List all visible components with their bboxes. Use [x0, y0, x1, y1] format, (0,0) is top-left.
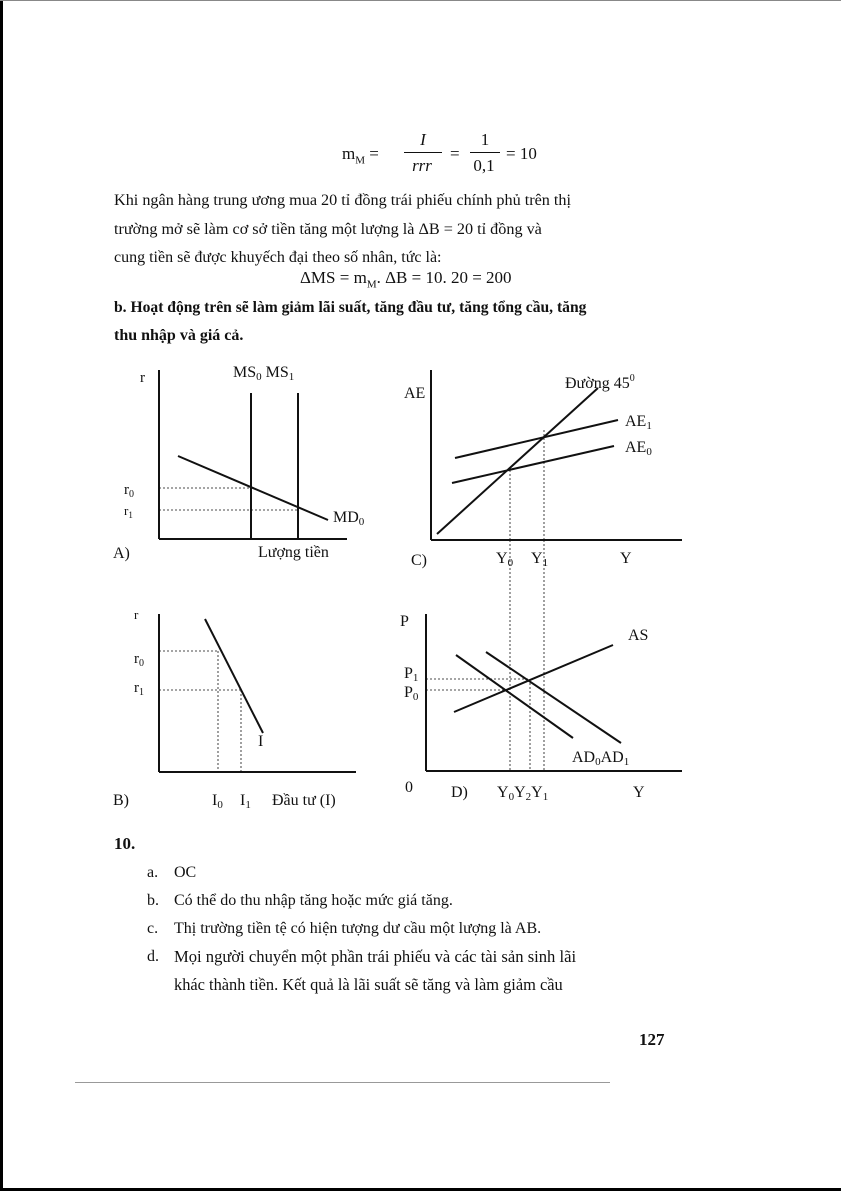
formula1-lhs: m — [342, 144, 356, 163]
graph-d-as-label: AS — [628, 627, 649, 644]
svg-text:r1 — [124, 503, 133, 520]
graph-d-ad0: AD — [572, 749, 596, 766]
graph-b-investment-curve — [205, 619, 263, 733]
graph-a-ms1-label: MS — [265, 364, 289, 381]
graph-d-origin: 0 — [405, 779, 413, 796]
graph-d-y0: Y — [497, 784, 509, 801]
graph-a-md-label: MD — [333, 509, 359, 526]
graph-c-ae0-label: AE — [625, 439, 647, 456]
para1-line2: trường mở sẽ làm cơ sở tiền tăng một lượng là ΔB = 20 tỉ đồng và — [114, 220, 542, 238]
graph-c-yaxis-label: AE — [404, 385, 426, 402]
formula1-eq2: = — [450, 144, 460, 163]
svg-text:r0 — [134, 651, 144, 669]
graph-c-y0-sub: 0 — [507, 557, 514, 569]
graph-b-xaxis-label: Đầu tư (I) — [272, 792, 336, 809]
graph-c-y0: Y — [496, 550, 508, 567]
graph-a-ms0-sub: 0 — [256, 371, 262, 383]
para1-line3: cung tiền sẽ được khuyếch đại theo số nhân, tức là: — [114, 249, 442, 266]
formula1-result: = 10 — [506, 144, 537, 163]
svg-text:AE0 — [625, 439, 652, 458]
item-c-text: Thị trường tiền tệ có hiện tượng dư cầu một lượng là AB. — [174, 920, 542, 937]
graph-c-ae1-sub: 1 — [646, 420, 652, 432]
formula1-eq: = — [369, 144, 379, 163]
graph-b-curve-label: I — [258, 733, 264, 750]
formula1-den2: 0,1 — [473, 156, 495, 175]
graph-a-yaxis-label: r — [140, 370, 145, 386]
graph-d-p0: P — [404, 684, 413, 701]
graph-b-r1: r — [134, 680, 139, 696]
graph-b — [113, 607, 356, 811]
graph-d-panel-label: D) — [451, 784, 468, 801]
graph-c-ae0-line — [452, 446, 614, 483]
graph-b-yaxis-label: r — [134, 607, 139, 622]
graph-d-p0-sub: 0 — [412, 691, 419, 703]
graph-d — [400, 613, 682, 803]
graph-b-r0: r — [134, 651, 139, 667]
graph-c-y1-sub: 1 — [542, 557, 549, 569]
graph-d-p1-sub: 1 — [412, 672, 419, 684]
graph-a-r1: r — [124, 503, 129, 518]
graph-c-45-deg: 0 — [629, 373, 635, 384]
graph-d-y0-sub: 0 — [508, 791, 515, 803]
graph-d-ad1: AD — [600, 749, 624, 766]
svg-text:Đường 450 — [565, 373, 635, 392]
graph-a — [113, 364, 365, 562]
section-number: 10. — [114, 834, 136, 853]
para1-line1: Khi ngân hàng trung ương mua 20 tỉ đồng trái phiếu chính phủ trên thị — [114, 191, 572, 209]
graph-d-y1: Y — [531, 784, 543, 801]
graph-c-xaxis-label: Y — [620, 550, 632, 567]
svg-text:MS0 MS1 — [233, 364, 294, 383]
graph-a-r0-sub: 0 — [129, 489, 134, 500]
graph-a-panel-label: A) — [113, 545, 130, 562]
graph-c — [404, 370, 682, 569]
graph-a-ms0-label: MS — [233, 364, 257, 381]
graph-d-p1: P — [404, 665, 413, 682]
graph-d-ad1-curve — [486, 652, 621, 743]
item-a-text: OC — [174, 864, 197, 881]
formula2-head: ΔMS = m — [300, 268, 367, 287]
graph-c-y1: Y — [531, 550, 543, 567]
formula2-sub: M — [366, 278, 377, 291]
graph-d-y2: Y — [514, 784, 526, 801]
svg-text:I0 — [212, 792, 223, 811]
graph-c-panel-label: C) — [411, 552, 427, 569]
graph-c-ae0-sub: 0 — [646, 446, 652, 458]
graph-b-i1: I — [240, 792, 246, 809]
formula1-num2: 1 — [480, 130, 490, 149]
svg-text:MD0 — [333, 509, 365, 528]
graph-b-i0-sub: 0 — [217, 799, 223, 811]
graph-c-ae1-label: AE — [625, 413, 647, 430]
svg-text:P1 — [404, 665, 418, 684]
graph-d-y1-sub: 1 — [542, 791, 549, 803]
svg-text:Y0Y2Y1 — [497, 784, 548, 803]
svg-text:Y0 — [496, 550, 514, 569]
item-d-continuation: khác thành tiền. Kết quả là lãi suất sẽ tăng và làm giảm cầu — [174, 975, 563, 994]
formula2-rest: . ΔB = 10. 20 = 200 — [376, 268, 512, 287]
item-d-marker: d. — [147, 948, 159, 965]
graph-a-xaxis-label: Lượng tiền — [258, 544, 329, 561]
formula1-lhs-sub: M — [355, 154, 366, 167]
graph-a-md-sub: 0 — [358, 516, 365, 528]
graph-d-ad0-curve — [456, 655, 573, 738]
item-b-text: Có thể do thu nhập tăng hoặc mức giá tăng. — [174, 892, 453, 909]
graph-d-ad1-sub: 1 — [623, 756, 630, 768]
svg-text:Y1 — [531, 550, 548, 569]
graph-c-45-label: Đường 45 — [565, 375, 630, 392]
item-d-text: Mọi người chuyển một phần trái phiếu và các tài sản sinh lãi — [174, 947, 577, 966]
graph-b-r0-sub: 0 — [139, 658, 144, 669]
graph-c-ae1-line — [455, 420, 618, 458]
svg-text:AD0AD1 — [572, 749, 629, 768]
graph-a-r1-sub: 1 — [128, 510, 133, 520]
graph-a-ms1-sub: 1 — [288, 371, 295, 383]
para2-line2: thu nhập và giá cả. — [114, 327, 244, 344]
graph-d-as-curve — [454, 645, 613, 712]
graph-d-y2-sub: 2 — [525, 791, 532, 803]
svg-text:I1 — [240, 792, 251, 811]
svg-text:r1 — [134, 680, 144, 698]
graph-d-xaxis-label: Y — [633, 784, 645, 801]
graph-a-r0: r — [124, 482, 129, 498]
formula1-den1: rrr — [412, 156, 432, 175]
item-a-marker: a. — [147, 864, 159, 881]
item-b-marker: b. — [147, 892, 159, 909]
graph-b-panel-label: B) — [113, 792, 129, 809]
page-number: 127 — [639, 1030, 665, 1049]
graph-b-i1-sub: 1 — [245, 799, 251, 811]
svg-text:AE1 — [625, 413, 652, 432]
item-c-marker: c. — [147, 920, 159, 937]
graph-b-r1-sub: 1 — [139, 687, 144, 698]
formula1-num1: I — [420, 130, 426, 149]
graph-d-ad0-sub: 0 — [595, 756, 601, 768]
svg-text:P0 — [404, 684, 419, 703]
graph-b-i0: I — [212, 792, 218, 809]
graph-d-yaxis-label: P — [400, 613, 409, 630]
graph-c-45-line — [437, 388, 598, 534]
svg-text:r0 — [124, 482, 134, 500]
para2-line1: b. Hoạt động trên sẽ làm giảm lãi suất, tăng đầu tư, tăng tổng cầu, tăng — [114, 299, 587, 316]
